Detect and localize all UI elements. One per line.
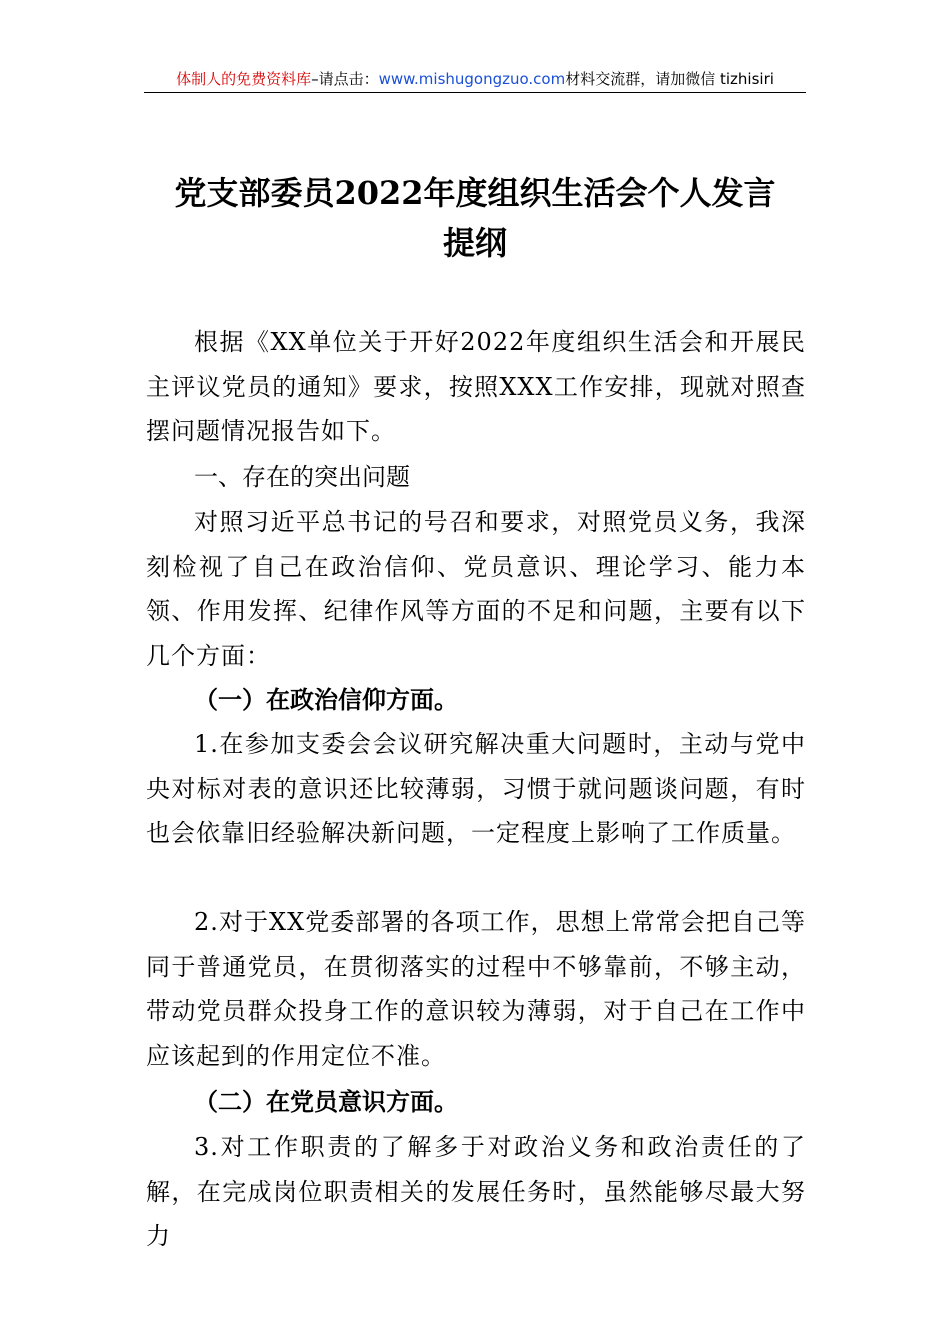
section-1-heading: 一、存在的突出问题 [194,463,410,491]
header-site-name: 体制人的免费资料库 [176,70,312,88]
subsection-2-heading: （二）在党员意识方面。 [194,1087,458,1116]
item-1-paragraph: 1.在参加支委会会议研究解决重大问题时，主动与党中央对标对表的意识还比较薄弱，习惯于就问题谈问题，有时也会依靠旧经验解决新问题，一定程度上影响了工作质量。 [146,730,806,847]
page-header [144,66,806,93]
section-1-intro: 对照习近平总书记的号召和要求，对照党员义务，我深刻检视了自己在政治信仰、党员意识、理论学习、能力本领、作用发挥、纪律作风等方面的不足和问题，主要有以下几个方面： [146,508,806,670]
header-url-link[interactable]: www.mishugongzuo.com [378,70,566,88]
header-click-prompt: –请点击： [311,70,379,88]
document-title [130,168,820,268]
title-line-2: 提纲 [442,224,507,262]
item-2-paragraph: 2.对于XX党委部署的各项工作，思想上常常会把自己等同于普通党员，在贯彻落实的过程中不够靠前，不够主动，带动党员群众投身工作的意识较为薄弱，对于自己在工作中应该起到的作用定位不准。 [146,908,806,1070]
header-contact: 材料交流群，请加微信 tizhisiri [565,70,774,88]
intro-paragraph: 根据《XX单位关于开好2022年度组织生活会和开展民主评议党员的通知》要求，按照XXX工作安排，现就对照查摆问题情况报告如下。 [146,328,806,445]
title-line-1: 党支部委员2022年度组织生活会个人发言 [174,174,776,212]
item-3-paragraph: 3.对工作职责的了解多于对政治义务和政治责任的了解，在完成岗位职责相关的发展任务时，虽然能够尽最大努力 [146,1133,806,1250]
subsection-1-heading: （一）在政治信仰方面。 [194,685,458,714]
